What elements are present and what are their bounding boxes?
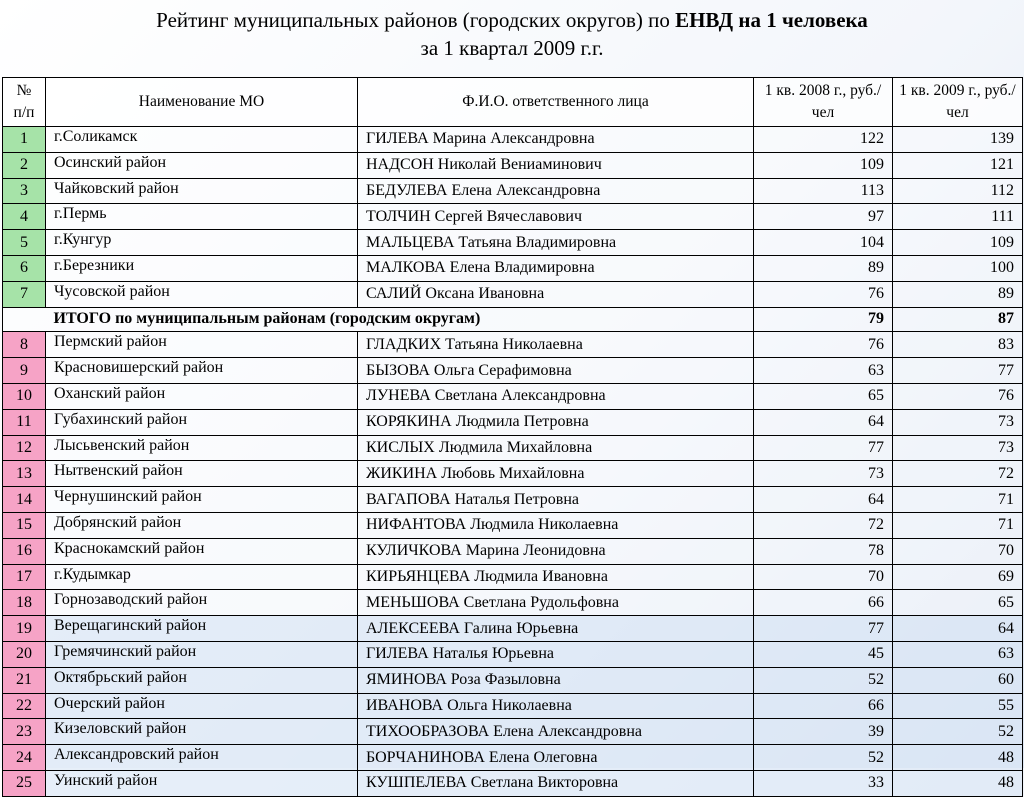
row-number: 20: [3, 641, 46, 667]
row-number: 1: [3, 127, 46, 153]
value-2008: 73: [754, 461, 893, 487]
municipality-name: Октябрьский район: [46, 667, 358, 693]
table-row: [3, 512, 1023, 538]
table-header-row: [3, 78, 1023, 127]
value-2008: 33: [754, 770, 893, 796]
total-row: [3, 307, 1023, 332]
municipality-name: г.Соликамск: [46, 127, 358, 153]
municipality-name: Лысьвенский район: [46, 435, 358, 461]
header-q2008: 1 кв. 2008 г., руб./чел: [754, 78, 893, 127]
municipality-name: Чернушинский район: [46, 487, 358, 513]
row-number: 13: [3, 461, 46, 487]
row-number: 2: [3, 152, 46, 178]
value-2009: 55: [893, 693, 1023, 719]
value-2009: 109: [893, 230, 1023, 256]
municipality-name: г.Кунгур: [46, 230, 358, 256]
header-person: Ф.И.О. ответственного лица: [358, 78, 754, 127]
value-2009: 73: [893, 409, 1023, 435]
value-2008: 109: [754, 152, 893, 178]
table-row: [3, 127, 1023, 153]
title-bold: ЕНВД на 1 человека: [675, 8, 868, 32]
value-2009: 70: [893, 538, 1023, 564]
responsible-person: ГИЛЕВА Наталья Юрьевна: [358, 641, 754, 667]
responsible-person: БОРЧАНИНОВА Елена Олеговна: [358, 745, 754, 771]
value-2008: 64: [754, 487, 893, 513]
municipality-name: Оханский район: [46, 383, 358, 409]
row-number: 19: [3, 616, 46, 642]
value-2008: 66: [754, 590, 893, 616]
table-row: [3, 409, 1023, 435]
value-2008: 45: [754, 641, 893, 667]
responsible-person: КИСЛЫХ Людмила Михайловна: [358, 435, 754, 461]
table-row: [3, 383, 1023, 409]
row-number: 21: [3, 667, 46, 693]
value-2008: 39: [754, 719, 893, 745]
table-row: [3, 255, 1023, 281]
municipality-name: Чайковский район: [46, 178, 358, 204]
municipality-name: Губахинский район: [46, 409, 358, 435]
table-row: [3, 745, 1023, 771]
value-2008: 77: [754, 616, 893, 642]
rating-table: [2, 77, 1023, 797]
row-number: 5: [3, 230, 46, 256]
title-line-1: [0, 6, 1024, 34]
municipality-name: Верещагинский район: [46, 616, 358, 642]
table-row: [3, 719, 1023, 745]
row-number: 11: [3, 409, 46, 435]
table-row: [3, 230, 1023, 256]
responsible-person: БЫЗОВА Ольга Серафимовна: [358, 358, 754, 384]
responsible-person: ГЛАДКИХ Татьяна Николаевна: [358, 332, 754, 358]
row-number: 6: [3, 255, 46, 281]
row-number: 12: [3, 435, 46, 461]
responsible-person: МАЛКОВА Елена Владимировна: [358, 255, 754, 281]
row-number: 23: [3, 719, 46, 745]
value-2009: 63: [893, 641, 1023, 667]
responsible-person: НАДСОН Николай Вениаминович: [358, 152, 754, 178]
row-number: 4: [3, 204, 46, 230]
responsible-person: КОРЯКИНА Людмила Петровна: [358, 409, 754, 435]
row-number: 17: [3, 564, 46, 590]
table-row: [3, 204, 1023, 230]
row-number: 8: [3, 332, 46, 358]
row-number: 15: [3, 512, 46, 538]
value-2009: 71: [893, 512, 1023, 538]
municipality-name: г.Пермь: [46, 204, 358, 230]
municipality-name: Кизеловский район: [46, 719, 358, 745]
responsible-person: КУЛИЧКОВА Марина Леонидовна: [358, 538, 754, 564]
value-2009: 111: [893, 204, 1023, 230]
value-2009: 77: [893, 358, 1023, 384]
responsible-person: САЛИЙ Оксана Ивановна: [358, 281, 754, 307]
value-2009: 73: [893, 435, 1023, 461]
value-2008: 70: [754, 564, 893, 590]
header-name: Наименование МО: [46, 78, 358, 127]
value-2009: 100: [893, 255, 1023, 281]
page-title: [0, 6, 1024, 62]
table-row: [3, 332, 1023, 358]
value-2009: 112: [893, 178, 1023, 204]
municipality-name: Уинский район: [46, 770, 358, 796]
table-row: [3, 487, 1023, 513]
municipality-name: Горнозаводский район: [46, 590, 358, 616]
table-row: [3, 667, 1023, 693]
responsible-person: ЖИКИНА Любовь Михайловна: [358, 461, 754, 487]
title-line-2: за 1 квартал 2009 г.г.: [420, 36, 604, 60]
table-row: [3, 152, 1023, 178]
value-2009: 48: [893, 745, 1023, 771]
total-blank: [3, 307, 46, 332]
value-2008: 72: [754, 512, 893, 538]
value-2008: 89: [754, 255, 893, 281]
total-label: ИТОГО по муниципальным районам (городским округам): [46, 307, 754, 332]
row-number: 18: [3, 590, 46, 616]
value-2009: 83: [893, 332, 1023, 358]
value-2009: 65: [893, 590, 1023, 616]
responsible-person: ТОЛЧИН Сергей Вячеславович: [358, 204, 754, 230]
row-number: 22: [3, 693, 46, 719]
responsible-person: НИФАНТОВА Людмила Николаевна: [358, 512, 754, 538]
value-2009: 69: [893, 564, 1023, 590]
municipality-name: Нытвенский район: [46, 461, 358, 487]
total-2009: 87: [893, 307, 1023, 332]
municipality-name: г.Березники: [46, 255, 358, 281]
table-row: [3, 281, 1023, 307]
table-body: [3, 127, 1023, 797]
row-number: 7: [3, 281, 46, 307]
value-2008: 52: [754, 745, 893, 771]
value-2008: 65: [754, 383, 893, 409]
row-number: 24: [3, 745, 46, 771]
value-2008: 76: [754, 332, 893, 358]
municipality-name: Очерский район: [46, 693, 358, 719]
total-2008: 79: [754, 307, 893, 332]
row-number: 25: [3, 770, 46, 796]
value-2009: 139: [893, 127, 1023, 153]
value-2009: 52: [893, 719, 1023, 745]
row-number: 16: [3, 538, 46, 564]
responsible-person: КУШПЕЛЕВА Светлана Викторовна: [358, 770, 754, 796]
value-2008: 122: [754, 127, 893, 153]
value-2008: 113: [754, 178, 893, 204]
value-2008: 76: [754, 281, 893, 307]
responsible-person: ВАГАПОВА Наталья Петровна: [358, 487, 754, 513]
value-2008: 78: [754, 538, 893, 564]
municipality-name: Осинский район: [46, 152, 358, 178]
municipality-name: Александровский район: [46, 745, 358, 771]
value-2008: 104: [754, 230, 893, 256]
row-number: 10: [3, 383, 46, 409]
value-2008: 77: [754, 435, 893, 461]
value-2008: 66: [754, 693, 893, 719]
responsible-person: ТИХООБРАЗОВА Елена Александровна: [358, 719, 754, 745]
header-num: № п/п: [3, 78, 46, 127]
municipality-name: Гремячинский район: [46, 641, 358, 667]
responsible-person: ЛУНЕВА Светлана Александровна: [358, 383, 754, 409]
value-2009: 48: [893, 770, 1023, 796]
row-number: 3: [3, 178, 46, 204]
value-2009: 121: [893, 152, 1023, 178]
responsible-person: ИВАНОВА Ольга Николаевна: [358, 693, 754, 719]
value-2009: 71: [893, 487, 1023, 513]
responsible-person: МАЛЬЦЕВА Татьяна Владимировна: [358, 230, 754, 256]
value-2008: 63: [754, 358, 893, 384]
municipality-name: г.Кудымкар: [46, 564, 358, 590]
responsible-person: КИРЬЯНЦЕВА Людмила Ивановна: [358, 564, 754, 590]
table-row: [3, 590, 1023, 616]
value-2009: 64: [893, 616, 1023, 642]
value-2008: 64: [754, 409, 893, 435]
table-row: [3, 564, 1023, 590]
municipality-name: Добрянский район: [46, 512, 358, 538]
value-2009: 76: [893, 383, 1023, 409]
table-row: [3, 538, 1023, 564]
value-2008: 52: [754, 667, 893, 693]
value-2009: 89: [893, 281, 1023, 307]
row-number: 14: [3, 487, 46, 513]
row-number: 9: [3, 358, 46, 384]
municipality-name: Пермский район: [46, 332, 358, 358]
municipality-name: Краснокамский район: [46, 538, 358, 564]
responsible-person: ГИЛЕВА Марина Александровна: [358, 127, 754, 153]
table-row: [3, 461, 1023, 487]
table-row: [3, 358, 1023, 384]
header-q2009: 1 кв. 2009 г., руб./чел: [893, 78, 1023, 127]
responsible-person: БЕДУЛЕВА Елена Александровна: [358, 178, 754, 204]
value-2009: 60: [893, 667, 1023, 693]
title-prefix: Рейтинг муниципальных районов (городских округов) по: [156, 8, 670, 32]
responsible-person: ЯМИНОВА Роза Фазыловна: [358, 667, 754, 693]
municipality-name: Красновишерский район: [46, 358, 358, 384]
table-row: [3, 770, 1023, 796]
municipality-name: Чусовской район: [46, 281, 358, 307]
responsible-person: АЛЕКСЕЕВА Галина Юрьевна: [358, 616, 754, 642]
table-row: [3, 435, 1023, 461]
responsible-person: МЕНЬШОВА Светлана Рудольфовна: [358, 590, 754, 616]
table-row: [3, 178, 1023, 204]
value-2008: 97: [754, 204, 893, 230]
table-row: [3, 616, 1023, 642]
table-row: [3, 641, 1023, 667]
value-2009: 72: [893, 461, 1023, 487]
table-row: [3, 693, 1023, 719]
